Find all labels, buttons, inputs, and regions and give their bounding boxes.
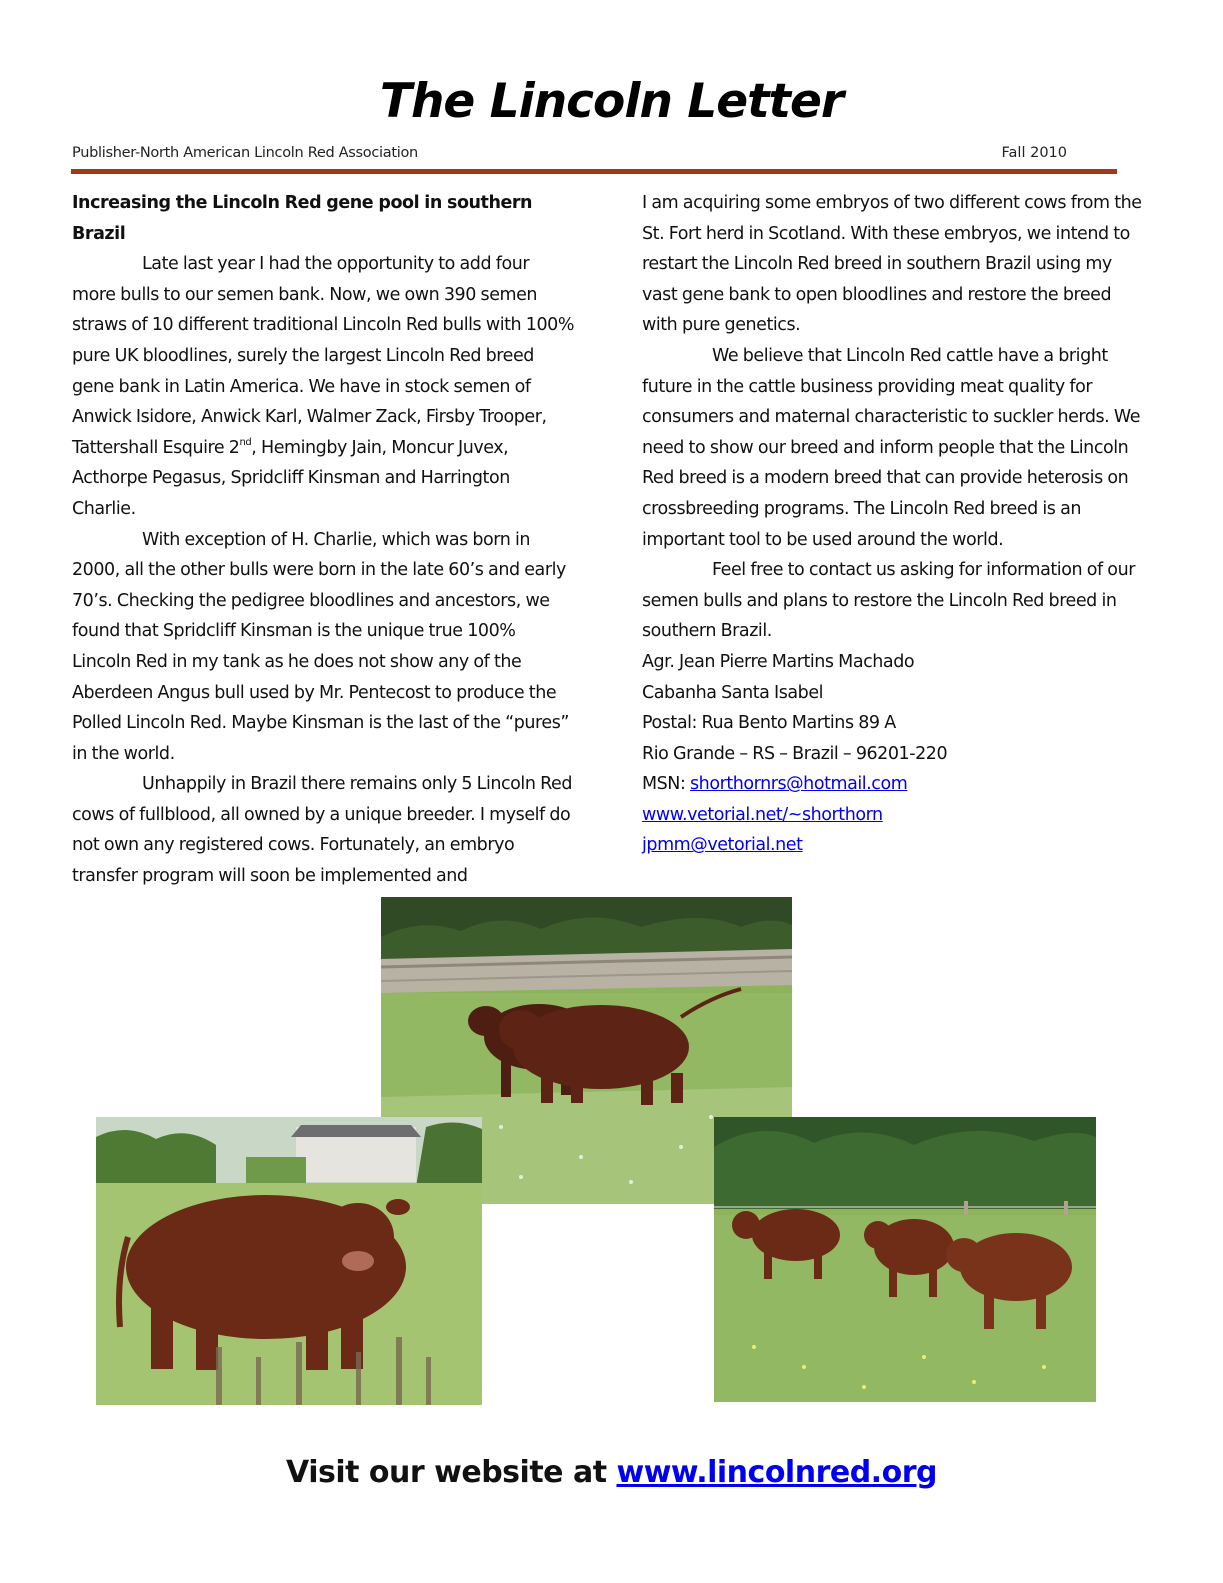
article-right-column xyxy=(642,188,1142,861)
article-left-column xyxy=(72,188,577,892)
signature-postal: Postal: Rua Bento Martins 89 A xyxy=(642,713,896,734)
header-rule xyxy=(71,169,1117,174)
signature-name: Agr. Jean Pierre Martins Machado xyxy=(642,651,915,672)
paragraph-1-text-a: Late last year I had the opportunity to add four more bulls to our semen bank. Now, we own 390 semen straws of 10 different traditional Lincoln Red bulls with 100% pure UK bloodlines, surely the largest Lincoln Red breed gene bank in Latin America. We have in stock semen of Anwick Isidore, Anwick Karl, Walmer Zack, Firsby Trooper, Tattershall Esquire 2 xyxy=(72,254,575,458)
article-paragraph-6: Feel free to contact us asking for information of our semen bulls and plans to restore the Lincoln Red breed in southern Brazil. xyxy=(642,560,1135,642)
photo-cow xyxy=(96,1117,482,1405)
paragraph-1-text-b: , Hemingby Jain, Moncur Juvex, Acthorpe Pegasus, Spridcliff Kinsman and Harrington Charlie. xyxy=(72,437,510,519)
signature-city: Rio Grande – RS – Brazil – 96201-220 xyxy=(642,743,948,764)
article-paragraph-5: We believe that Lincoln Red cattle have a bright future in the cattle business providing meat quality for consumers and maternal characteristic to suckler herds. We need to show our breed and inform people that the Lincoln Red breed is a modern breed that can provide heterosis on crossbreeding programs. The Lincoln Red breed is an important tool to be used around the world. xyxy=(642,345,1141,550)
publisher-line: Publisher-North American Lincoln Red Association xyxy=(72,145,418,161)
signature-msn xyxy=(642,769,1142,800)
website-link[interactable]: www.vetorial.net/~shorthorn xyxy=(642,804,883,825)
article-paragraph-3: Unhappily in Brazil there remains only 5 Lincoln Red cows of fullblood, all owned by a unique breeder. I myself do not own any registered cows. Fortunately, an embryo transfer program will soon be implemented and xyxy=(72,774,573,887)
signature-email xyxy=(642,830,1142,861)
signature-farm: Cabanha Santa Isabel xyxy=(642,682,824,703)
footer-website xyxy=(0,1455,1223,1490)
footer-text: Visit our website at xyxy=(286,1455,617,1490)
msn-label: MSN: xyxy=(642,774,691,795)
article-paragraph-2: With exception of H. Charlie, which was born in 2000, all the other bulls were born in the late 60’s and early 70’s. Checking the pedigree bloodlines and ancestors, we found that Spridcliff Kinsman is the unique true 100% Lincoln Red in my tank as he does not show any of the Aberdeen Angus bull used by Mr. Pentecost to produce the Polled Lincoln Red. Maybe Kinsman is the last of the “pures” in the world. xyxy=(72,529,569,764)
newsletter-title: The Lincoln Letter xyxy=(379,74,844,129)
footer-website-link[interactable]: www.lincolnred.org xyxy=(616,1455,937,1490)
ordinal-suffix: nd xyxy=(239,436,252,448)
article-heading: Increasing the Lincoln Red gene pool in southern Brazil xyxy=(72,193,533,244)
issue-date: Fall 2010 xyxy=(1001,145,1067,161)
email-link[interactable]: jpmm@vetorial.net xyxy=(642,835,803,856)
msn-email-link[interactable]: shorthornrs@hotmail.com xyxy=(690,774,908,795)
photo-cows xyxy=(714,1117,1096,1402)
signature-website xyxy=(642,800,1142,831)
article-paragraph-4: I am acquiring some embryos of two different cows from the St. Fort herd in Scotland. With these embryos, we intend to restart the Lincoln Red breed in southern Brazil using my vast gene bank to open bloodlines and restore the breed with pure genetics. xyxy=(642,193,1142,336)
article-paragraph-1 xyxy=(72,249,577,524)
